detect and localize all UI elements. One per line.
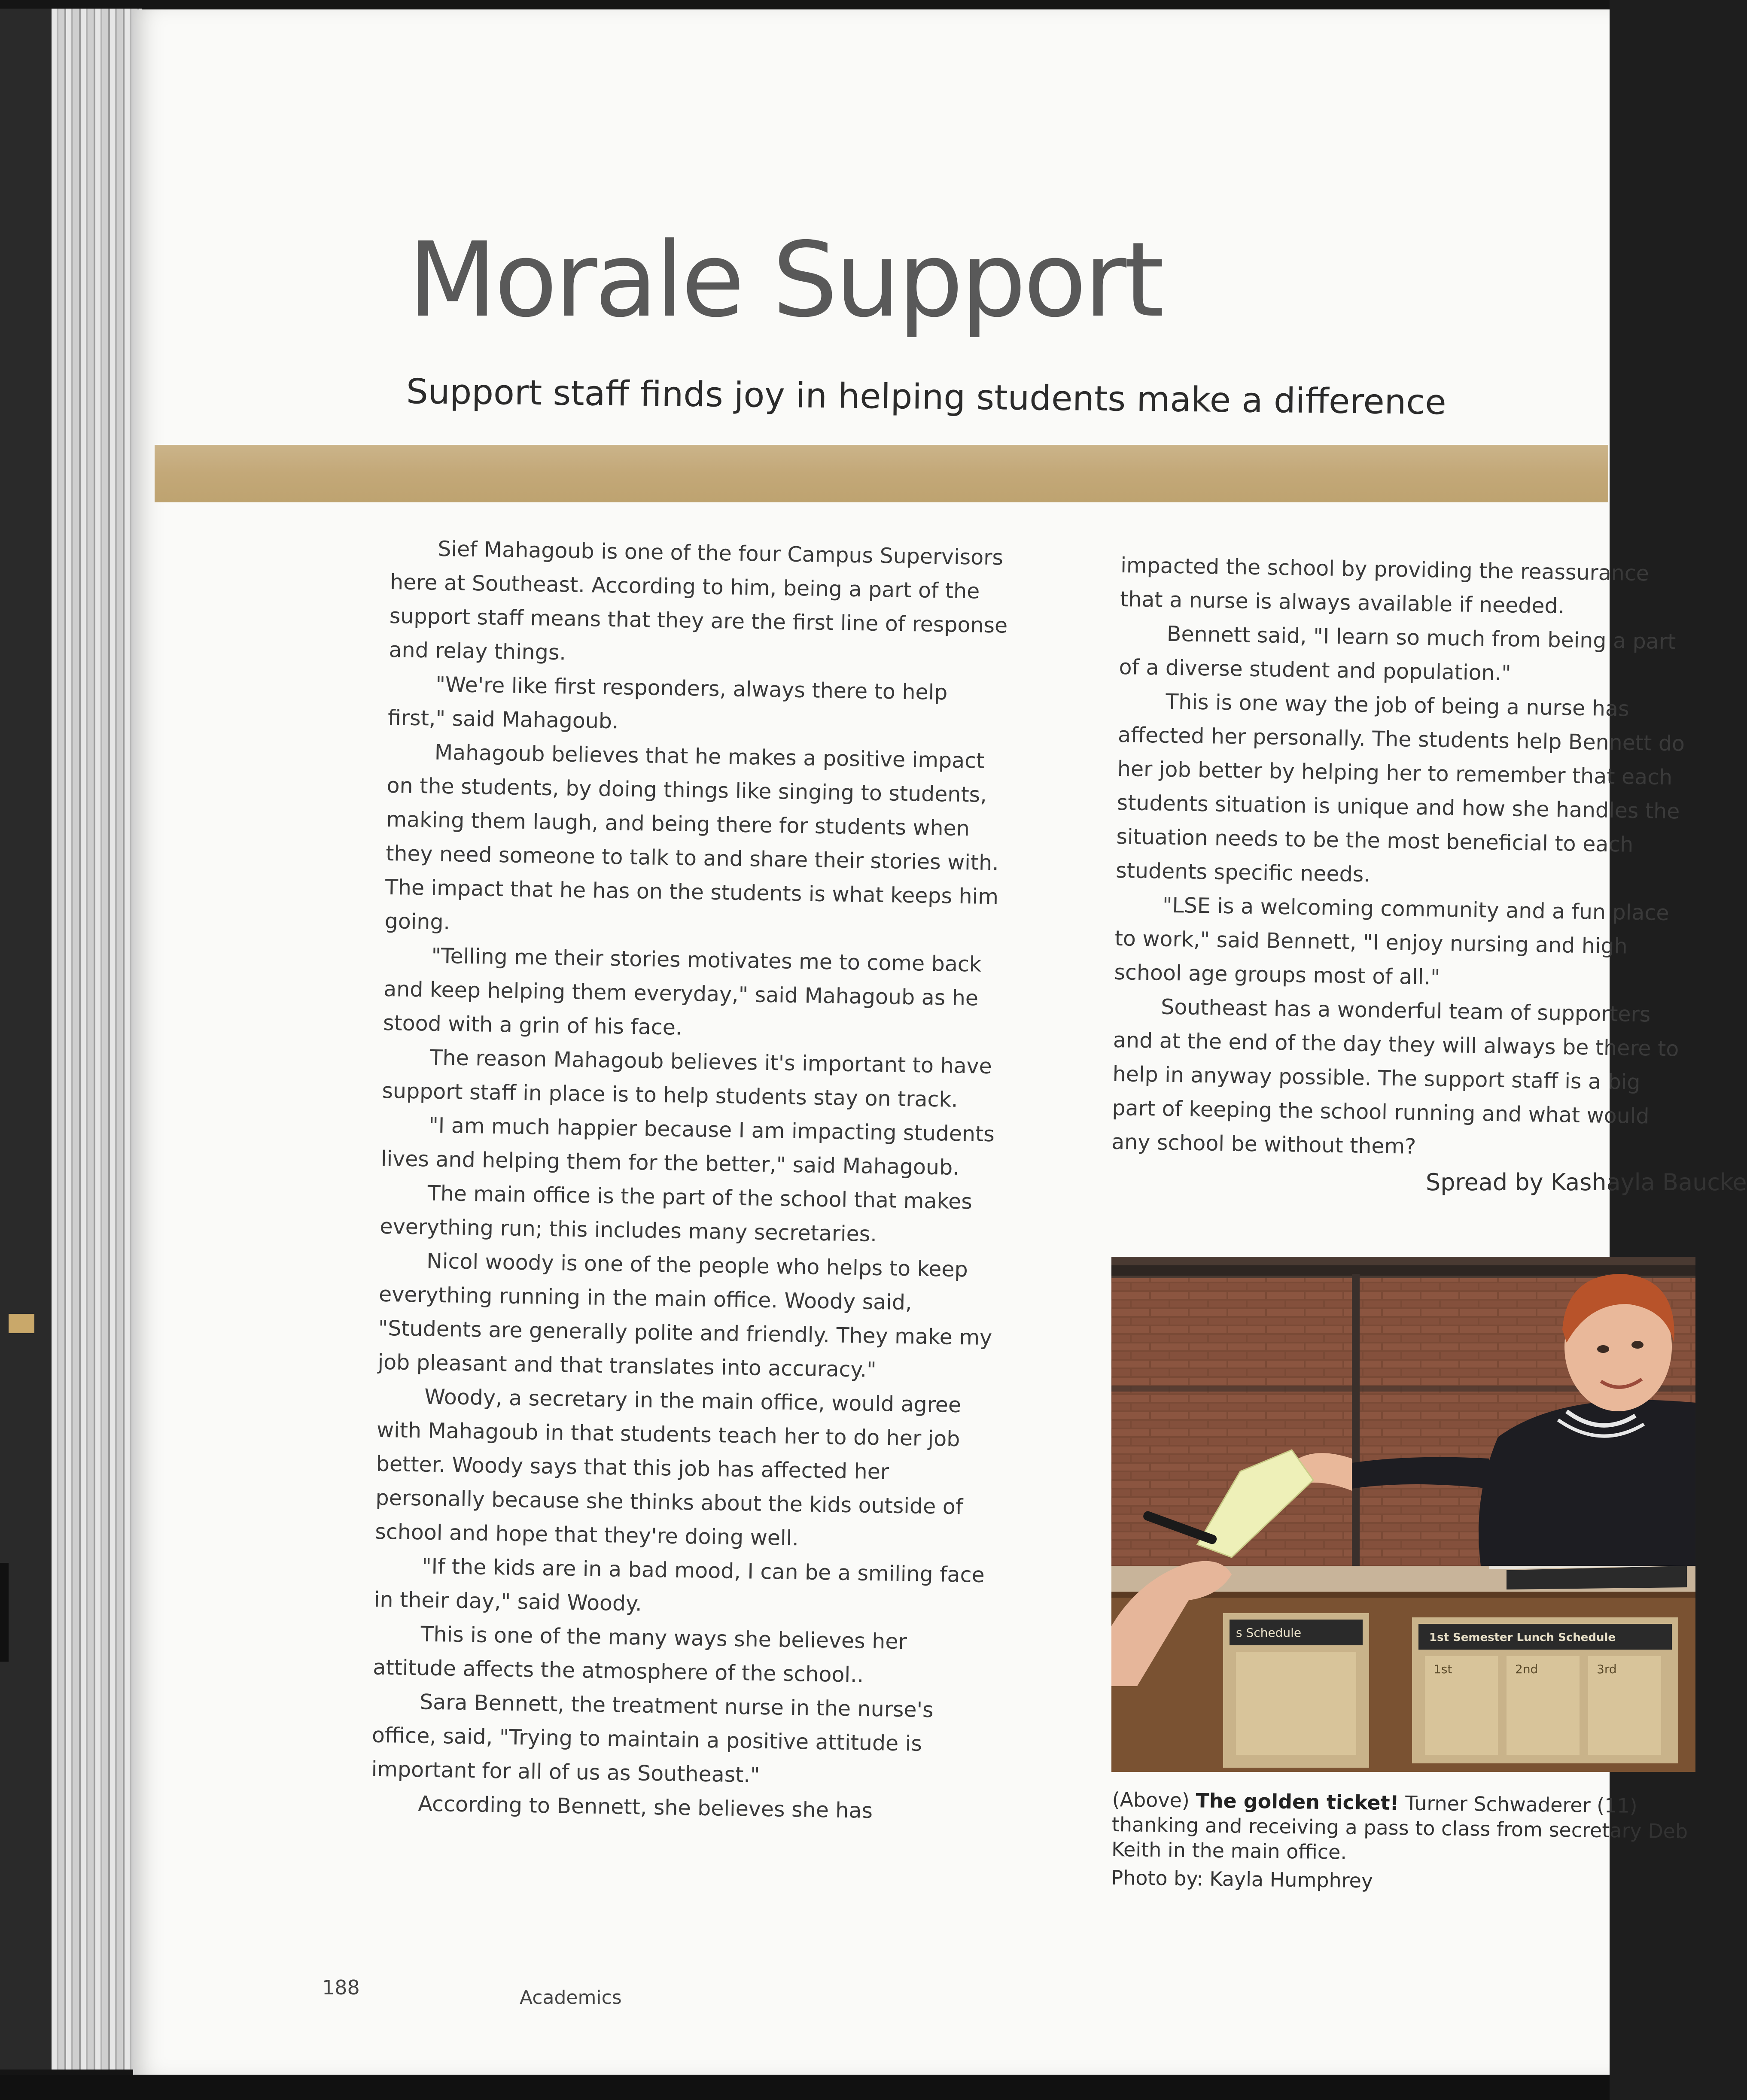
article-paragraph: Nicol woody is one of the people who helps to keep everything running in the main office. Woody said, "Students are generally polite and friendly. They make my job pleasant and that translates into accuracy." [377, 1249, 992, 1382]
article-paragraph: The reason Mahagoub believes it's important to have support staff in place is to help students stay on track. [382, 1045, 992, 1112]
page-tab-marker [0, 1563, 9, 1662]
page-subtitle: Support staff finds joy in helping students make a difference [406, 371, 1447, 422]
article-paragraph: "LSE is a welcoming community and a fun place to work," said Bennett, "I enjoy nursing and high school age groups most of all." [1114, 893, 1669, 990]
article-paragraph: "Telling me their stories motivates me to come back and keep helping them everyday," said Mahagoub as he stood with a grin of his face. [383, 943, 982, 1040]
article-paragraph: "I am much happier because I am impacting students lives and helping them for the better," said Mahagoub. [380, 1113, 995, 1180]
gold-divider-bar [155, 445, 1608, 502]
article-left-column [371, 531, 1014, 1830]
article-paragraph: "We're like first responders, always there to help first," said Mahagoub. [387, 672, 948, 734]
page-number: 188 [322, 1976, 360, 1999]
article-paragraph: Woody, a secretary in the main office, would agree with Mahagoub in that students teach her to do her job better. Woody says that this job has affected her personally because she thinks about the kids outside of school and hope that they're doing well. [374, 1384, 963, 1551]
article-paragraph: According to Bennett, she believes she has [418, 1791, 873, 1823]
section-name: Academics [520, 1987, 622, 2009]
caption-headline: The golden ticket! [1196, 1789, 1399, 1815]
sign-lunch-title: 1st Semester Lunch Schedule [1429, 1631, 1616, 1644]
article-paragraph: The main office is the part of the school that makes everything run; this includes many secretaries. [380, 1181, 973, 1246]
magazine-page [133, 9, 1747, 2075]
article-paragraph: Sara Bennett, the treatment nurse in the nurse's office, said, "Trying to maintain a positive attitude is important for all of us as Southeast." [371, 1690, 934, 1787]
photo-credit: Photo by: Kayla Humphrey [1111, 1866, 1373, 1893]
page-tab-marker [9, 1314, 34, 1333]
article-paragraph: Southeast has a wonderful team of supporters and at the end of the day they will always be there to help in anyway possible. The support staff is a big part of keeping the school running and what would any school be without them? [1111, 994, 1679, 1159]
article-paragraph: impacted the school by providing the reassurance that a nurse is always available if needed. [1120, 553, 1650, 619]
scan-bottom-border [0, 2075, 1610, 2100]
caption-text: Turner Schwaderer (11) thanking and receiving a pass to class from secretary Deb Keith in the main office. [1111, 1791, 1688, 1864]
photo-caption [1111, 1787, 1705, 1897]
article-photo [1111, 1257, 1695, 1772]
sign-schedule-title: s Schedule [1236, 1626, 1302, 1640]
binding-shadow [0, 9, 52, 2070]
article-paragraph: Sief Mahagoub is one of the four Campus Supervisors here at Southeast. According to him, being a part of the support staff means that they are the first line of response and relay things. [389, 536, 1008, 665]
sign-col-2: 2nd [1515, 1662, 1538, 1676]
article-paragraph: Mahagoub believes that he makes a positive impact on the students, by doing things like singing to students, making them laugh, and being there for students when they need someone to talk to and share their stories with. The impact that he has on the students is what keeps him going. [384, 740, 999, 935]
article-paragraph: This is one of the many ways she believes her attitude affects the atmosphere of the school.. [372, 1622, 907, 1687]
photo-illustration [1111, 1257, 1695, 1772]
sign-col-3: 3rd [1597, 1662, 1617, 1676]
byline: Spread by Kashayla Baucke [1426, 1169, 1747, 1196]
article-right-column [1111, 548, 1696, 1168]
sign-col-1: 1st [1434, 1662, 1452, 1676]
article-paragraph: Bennett said, "I learn so much from being a part of a diverse student and population." [1119, 621, 1676, 686]
article-paragraph: "If the kids are in a bad mood, I can be a smiling face in their day," said Woody. [374, 1554, 985, 1616]
page-title: Morale Support [408, 220, 1162, 340]
article-paragraph: This is one way the job of being a nurse has affected her personally. The students help Bennett do her job better by helping her to remember that each students situation is unique and how she handles the situation needs to be the most beneficial to each students specific needs. [1115, 689, 1685, 887]
caption-prefix: (Above) [1112, 1788, 1190, 1812]
